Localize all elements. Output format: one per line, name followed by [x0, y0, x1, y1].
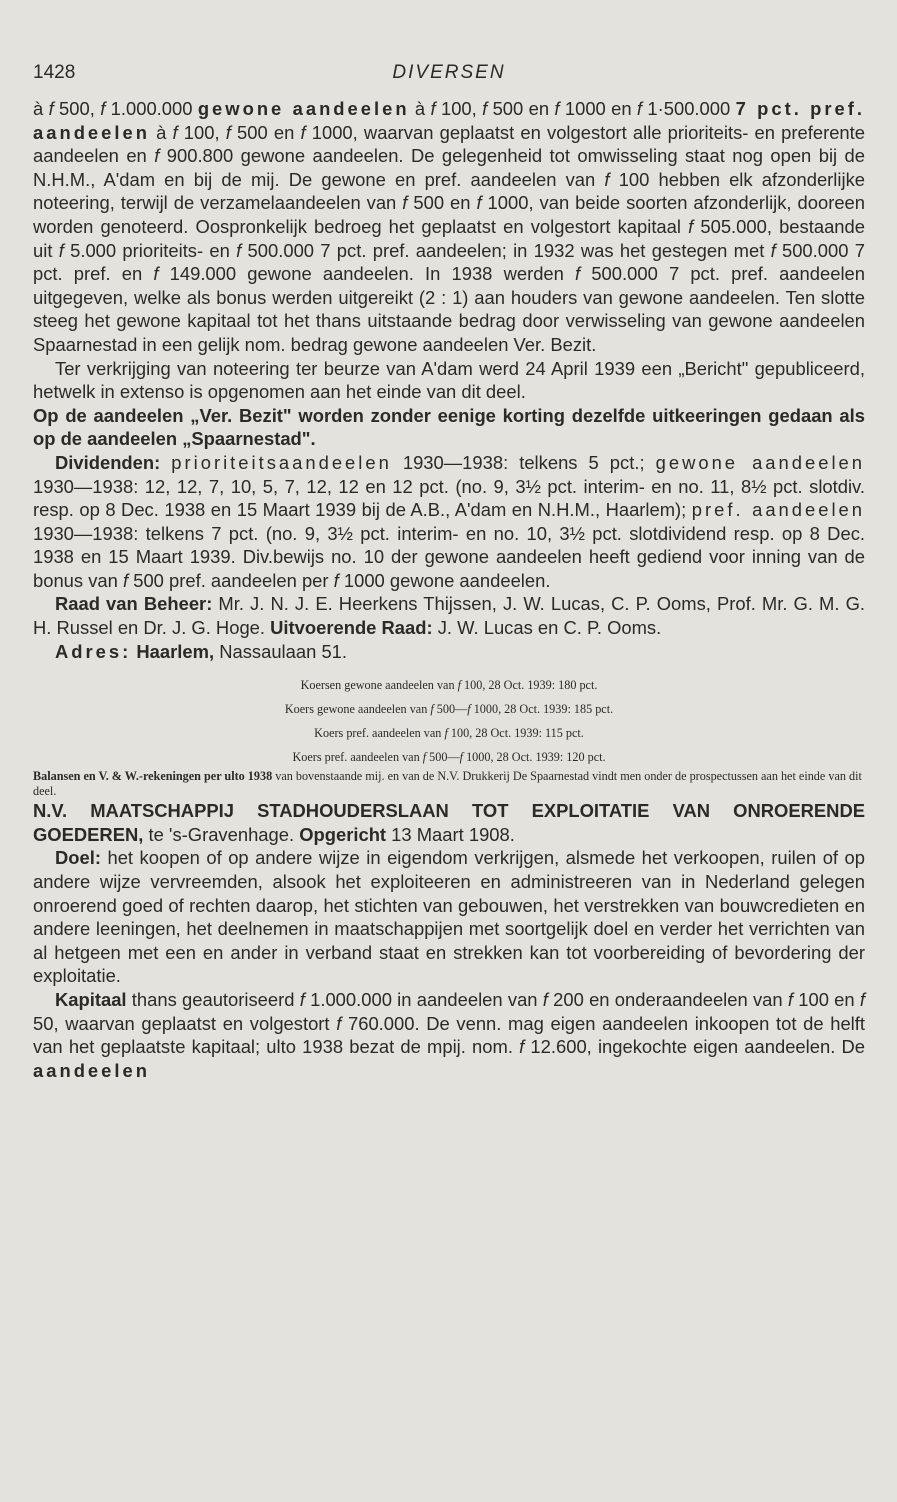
- page-body: [33, 97, 865, 1082]
- spaced-term: aandeelen: [33, 1059, 150, 1081]
- company-heading: [33, 799, 865, 846]
- text: 1000, 28 Oct. 1939: 120 pct.: [463, 750, 606, 765]
- text: 1000, 28 Oct. 1939: 185 pct.: [470, 702, 614, 717]
- text: 149.000 gewone aandeelen. In 1938 werden: [158, 263, 576, 285]
- text: 12.600, ingekochte eigen aandeelen. De: [524, 1036, 865, 1058]
- florin-sign: f: [100, 98, 106, 119]
- quote-line: [33, 697, 865, 721]
- text: 500—: [426, 750, 460, 765]
- florin-sign: f: [457, 678, 461, 693]
- page-header: [33, 62, 865, 90]
- text: het koopen of op andere wijze in eigendom verkrijgen, alsmede het verkoopen, ruilen of op andere wijze vervreemden, alsook het exploiteeren en administreeren van in Nederland gelegen onroerend goed of rechten daarop, het stichten van gebouwen, het verstrekken van bouwcredieten en andere leeningen, het deelnemen in maatschappijen met soortgelijk doel en verder het verrichten van al hetgeen met een en ander in verband staat en strekken kan tot voorbereiding of bevordering der exploitatie.: [33, 847, 865, 987]
- quote-line: [33, 721, 865, 745]
- florin-sign: f: [604, 168, 610, 190]
- text: te 's-Gravenhage.: [143, 823, 300, 845]
- text: 1000 gewone aandeelen.: [338, 569, 551, 591]
- spaced-term: gewone aandeelen: [655, 451, 865, 473]
- spaced-term: prioriteitsaandeelen: [171, 451, 392, 473]
- text: 1000, van beide soorten afzonderlijk, dooreen worden genoteerd. Oospronkelijk bedroeg het geplaatst en volgestort kapitaal: [33, 192, 866, 237]
- label-doel: Doel:: [55, 847, 101, 869]
- text: 1000, waarvan geplaatst en volgestort alle prioriteits- en preferente aandeelen en: [33, 121, 866, 167]
- text: 100,: [435, 98, 483, 119]
- text: 1·500.000: [642, 98, 736, 119]
- text: à: [409, 98, 431, 119]
- florin-sign: f: [554, 98, 560, 119]
- florin-sign: f: [336, 1012, 342, 1034]
- florin-sign: f: [333, 569, 339, 591]
- quote-line: [33, 745, 865, 769]
- quote-line: [33, 673, 865, 697]
- note-label: Balansen en V. & W.-rekeningen per ulto 1938: [33, 769, 273, 784]
- florin-sign: f: [172, 121, 178, 143]
- text: 50, waarvan geplaatst en volgestort: [33, 1012, 337, 1034]
- paragraph-address: [33, 640, 865, 664]
- text: 100 hebben elk afzonderlijke noteering, terwijl de verzamelaandeelen van: [33, 168, 865, 214]
- text: 500.000 7 pct. pref. aandeelen; in 1932 was het gestegen met: [241, 239, 771, 261]
- florin-sign: f: [430, 702, 434, 717]
- running-title: DIVERSEN: [392, 62, 506, 83]
- text: 100 en: [793, 989, 860, 1010]
- label-opgericht: Opgericht: [299, 823, 387, 845]
- company-name: N.V. MAATSCHAPPIJ STADHOUDERSLAAN TOT EXPLOITATIE VAN ONROERENDE GOEDEREN,: [33, 800, 865, 845]
- page-number: 1428: [33, 62, 76, 83]
- text: 500 en: [487, 98, 555, 119]
- text: 100, 28 Oct. 1939: 180 pct.: [460, 678, 598, 693]
- text: 5.000 prioriteits- en: [63, 239, 237, 261]
- text: 505.000, bestaande uit: [33, 215, 865, 261]
- florin-sign: f: [636, 98, 643, 119]
- paragraph-dividends: [33, 451, 865, 593]
- text: 500,: [53, 98, 101, 119]
- text: 500.000 7 pct. pref. en: [33, 239, 865, 285]
- text: 1930—1938: telkens 7 pct. (no. 9, 3½ pct. interim- en no. 10, 3½ pct. slotdividend resp. op 8 Dec. 1938 en 15 Maart 1939. Div.bewijs no. 10 der gewone aandeelen heeft gediend voor inning van de bonus van: [33, 522, 865, 591]
- florin-sign: f: [153, 263, 159, 285]
- city: Haarlem,: [136, 640, 215, 662]
- text: 1000 en: [559, 98, 637, 119]
- florin-sign: f: [225, 121, 231, 143]
- florin-sign: f: [422, 750, 427, 765]
- label-raad-van-beheer: Raad van Beheer:: [55, 593, 213, 615]
- text: à: [33, 98, 49, 119]
- share-quotes: [33, 673, 865, 769]
- text: [160, 452, 171, 473]
- text: Koersen gewone aandeelen van: [300, 678, 458, 693]
- text: 500 en: [230, 121, 301, 143]
- text: 500—: [433, 702, 468, 717]
- text: thans geautoriseerd: [126, 989, 300, 1010]
- text: Koers pref. aandeelen van: [314, 726, 445, 741]
- florin-sign: f: [459, 750, 464, 765]
- text: 760.000. De venn. mag eigen aandeelen inkoopen tot de helft van het geplaatste kapitaal; ulto 1938 bezat de mpij. nom.: [33, 1012, 865, 1058]
- text: 100,: [177, 121, 226, 143]
- text: Koers pref. aandeelen van: [292, 750, 423, 765]
- label-adres: Adres:: [55, 640, 132, 662]
- text: 100, 28 Oct. 1939: 115 pct.: [447, 726, 584, 741]
- text: à: [149, 121, 173, 143]
- florin-sign: f: [482, 98, 488, 119]
- paragraph-listing: Ter verkrijging van noteering ter beurze van A'dam werd 24 April 1939 een „Bericht" gepubliceerd, hetwelk in extenso is opgenomen aan het einde van dit deel.: [33, 357, 865, 403]
- paragraph-board: [33, 592, 865, 639]
- florin-sign: f: [859, 989, 865, 1010]
- florin-sign: f: [787, 989, 793, 1010]
- balance-note: [33, 769, 865, 799]
- florin-sign: f: [300, 121, 306, 143]
- florin-sign: f: [444, 726, 448, 741]
- florin-sign: f: [48, 98, 54, 119]
- text: 1.000.000 in aandeelen van: [304, 989, 543, 1010]
- text: 13 Maart 1908.: [386, 823, 515, 845]
- label-dividenden: Dividenden:: [55, 451, 161, 473]
- text: 1930—1938: 12, 12, 7, 10, 5, 7, 12, 12 en 12 pct. (no. 9, 3½ pct. interim- en no. 11, 8½ pct. slotdiv. resp. op 8 Dec. 1938 en 15 Maart 1939 bij de A.B., A'dam en N.H.M., Haarlem);: [33, 475, 865, 521]
- label-kapitaal: Kapitaal: [55, 989, 127, 1010]
- spaced-term: pref. aandeelen: [691, 499, 866, 521]
- florin-sign: f: [58, 239, 64, 261]
- florin-sign: f: [688, 215, 694, 237]
- florin-sign: f: [154, 145, 160, 167]
- text: 900.800 gewone aandeelen. De gelegenheid tot omwisseling staat nog open bij de N.H.M., A'dam en bij de mij. De gewone en pref. aandeelen van: [33, 145, 865, 190]
- florin-sign: f: [542, 989, 548, 1010]
- text: 500.000 7 pct. pref. aandeelen uitgegeven, welke als bonus werden uitgereikt (2 : 1) aan houders van gewone aandeelen. Ten slotte steeg het gewone kapitaal tot het thans uitstaande bedrag door verwisseling van gewone aandeelen Spaarnestad in een gelijk nom. bedrag gewone aandeelen Ver. Bezit.: [33, 263, 865, 355]
- text: van bovenstaande mij. en van de N.V. Drukkerij De Spaarnestad vindt men onder de prospectussen aan het einde van dit deel.: [33, 769, 862, 799]
- text: 1.000.000: [105, 98, 198, 119]
- spaced-term: 7 pct. pref. aandeelen: [33, 98, 866, 143]
- spaced-term: gewone aandeelen: [197, 98, 410, 119]
- florin-sign: f: [430, 98, 436, 119]
- florin-sign: f: [299, 989, 305, 1010]
- text: Koers gewone aandeelen van: [284, 702, 431, 717]
- text: 500 en: [407, 192, 477, 214]
- text: 200 en onderaandeelen van: [547, 989, 788, 1010]
- label-uitvoerende-raad: Uitvoerende Raad:: [270, 617, 433, 639]
- text: J. W. Lucas en C. P. Ooms.: [432, 617, 662, 639]
- text: 500 pref. aandeelen per: [128, 569, 334, 591]
- text: 1930—1938: telkens 5 pct.;: [391, 451, 656, 473]
- florin-sign: f: [402, 192, 408, 214]
- florin-sign: f: [236, 239, 242, 261]
- text: Mr. J. N. J. E. Heerkens Thijssen, J. W. Lucas, C. P. Ooms, Prof. Mr. G. M. G. H. Russel en Dr. J. G. Hoge.: [33, 593, 865, 639]
- paragraph-kapitaal: [33, 988, 865, 1082]
- florin-sign: f: [476, 192, 482, 214]
- florin-sign: f: [467, 702, 471, 717]
- paragraph-doel: [33, 846, 865, 988]
- text: Nassaulaan 51.: [214, 640, 348, 662]
- paragraph-distribution: Op de aandeelen „Ver. Bezit" worden zonder eenige korting dezelfde uitkeeringen gedaan als op de aandeelen „Spaarnestad".: [33, 404, 865, 450]
- paragraph-capital-shares: [33, 97, 865, 357]
- florin-sign: f: [770, 239, 776, 261]
- florin-sign: f: [519, 1036, 525, 1058]
- florin-sign: f: [575, 263, 581, 285]
- florin-sign: f: [122, 569, 129, 591]
